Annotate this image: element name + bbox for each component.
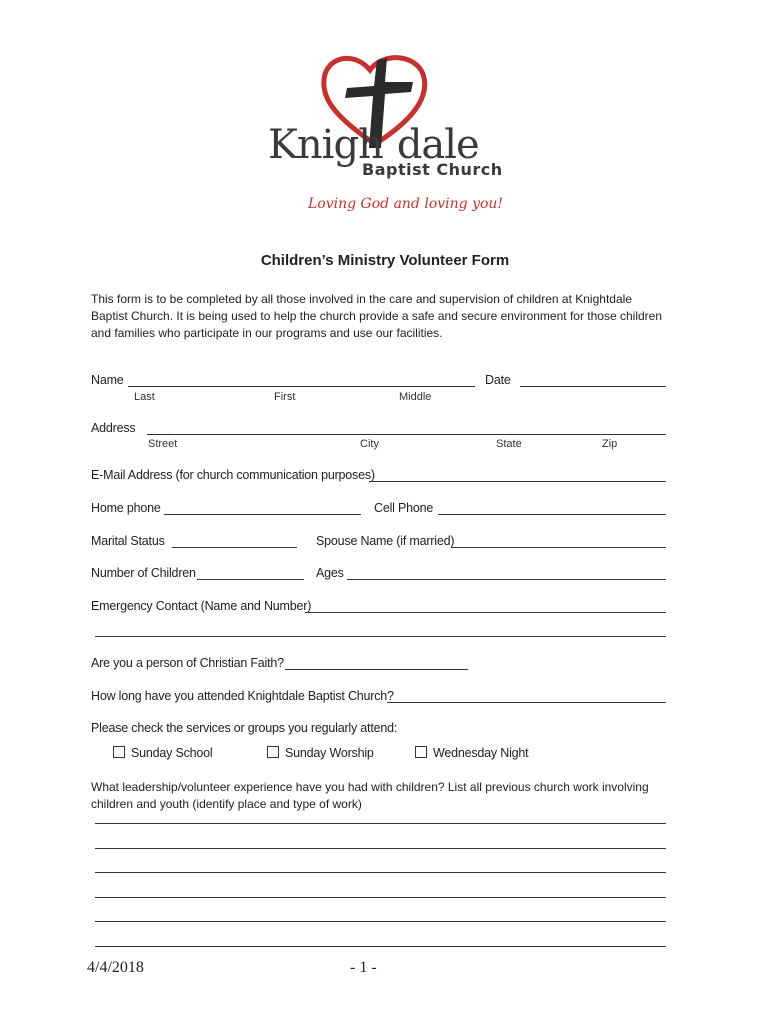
address-field[interactable] [147, 434, 666, 435]
date-label: Date [485, 373, 511, 387]
address-city-hint: City [360, 438, 379, 450]
footer-date: 4/4/2018 [87, 959, 144, 976]
cell-phone-field[interactable] [438, 514, 666, 515]
address-street-hint: Street [148, 438, 178, 450]
children-count-label: Number of Children [91, 566, 196, 580]
church-logo [260, 50, 510, 220]
ages-label: Ages [316, 566, 344, 580]
logo-subtitle: Baptist Church [362, 160, 503, 179]
emergency-contact-field[interactable] [305, 612, 666, 613]
name-label: Name [91, 373, 124, 387]
experience-field-line2[interactable] [95, 848, 666, 849]
email-field[interactable] [369, 481, 666, 482]
children-count-field[interactable] [197, 579, 304, 580]
service-option-label: Wednesday Night [433, 746, 529, 760]
attendance-duration-field[interactable] [387, 702, 666, 703]
service-option-label: Sunday School [131, 746, 213, 760]
checkbox-icon[interactable] [113, 746, 125, 758]
services-label: Please check the services or groups you regularly attend: [91, 721, 398, 735]
emergency-contact-label: Emergency Contact (Name and Number) [91, 599, 312, 613]
experience-field-line6[interactable] [95, 946, 666, 947]
checkbox-icon[interactable] [267, 746, 279, 758]
service-option-wednesday-night[interactable] [415, 746, 528, 760]
service-option-label: Sunday Worship [285, 746, 374, 760]
service-option-sunday-worship[interactable] [267, 746, 374, 760]
address-state-hint: State [496, 438, 522, 450]
form-intro: This form is to be completed by all those involved in the care and supervision of children at Knightdale Baptist Church. It is being used to help the church provide a safe and secure environment for those children and families who participate in our programs and use our facilities. [91, 292, 662, 340]
name-last-hint: Last [134, 391, 155, 403]
experience-field-line4[interactable] [95, 897, 666, 898]
experience-field-line5[interactable] [95, 921, 666, 922]
page-number: - 1 - [350, 959, 377, 976]
spouse-name-field[interactable] [451, 547, 666, 548]
logo-tagline: Loving God and loving you! [308, 196, 504, 212]
christian-faith-field[interactable] [285, 669, 468, 670]
name-first-hint: First [274, 391, 296, 403]
service-option-sunday-school[interactable] [113, 746, 213, 760]
experience-label: What leadership/volunteer experience have you had with children? List all previous church work involving children and youth (identify place and type of work) [91, 780, 649, 811]
marital-status-label: Marital Status [91, 534, 165, 548]
logo-name-part2: dale [396, 122, 479, 168]
form-title: Children’s Ministry Volunteer Form [260, 252, 510, 269]
checkbox-icon[interactable] [415, 746, 427, 758]
experience-field-line3[interactable] [95, 872, 666, 873]
name-field[interactable] [128, 386, 475, 387]
cell-phone-label: Cell Phone [374, 501, 434, 515]
attendance-duration-label: How long have you attended Knightdale Baptist Church? [91, 689, 394, 703]
name-middle-hint: Middle [399, 391, 432, 403]
address-zip-hint: Zip [602, 438, 618, 450]
emergency-contact-field-line2[interactable] [95, 636, 666, 637]
marital-status-field[interactable] [172, 547, 297, 548]
logo-name-part1: Knigh [268, 122, 383, 168]
date-field[interactable] [520, 386, 666, 387]
email-label: E-Mail Address (for church communication purposes) [91, 468, 375, 482]
ages-field[interactable] [347, 579, 666, 580]
christian-faith-label: Are you a person of Christian Faith? [91, 656, 284, 670]
spouse-name-label: Spouse Name (if married) [316, 534, 455, 548]
home-phone-label: Home phone [91, 501, 161, 515]
address-label: Address [91, 421, 136, 435]
experience-field-line1[interactable] [95, 823, 666, 824]
home-phone-field[interactable] [164, 514, 361, 515]
